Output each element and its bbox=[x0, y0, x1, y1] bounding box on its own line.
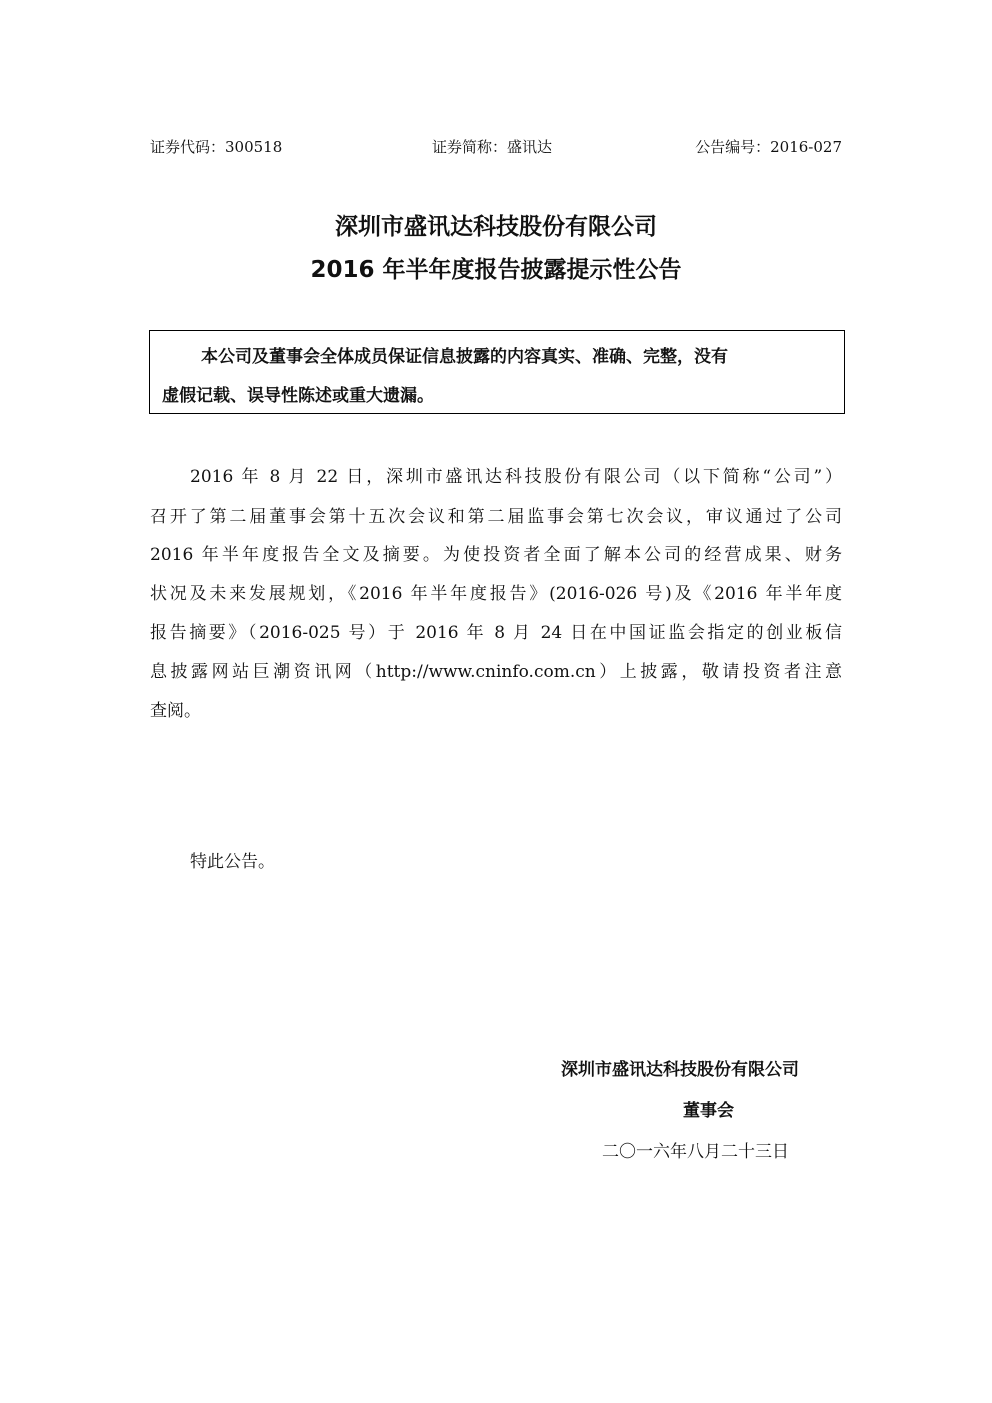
notice-line-2: 虚假记载、误导性陈述或重大遗漏。 bbox=[162, 386, 434, 406]
disclosure-notice-box bbox=[149, 330, 845, 414]
body-paragraph-line: 查阅。 bbox=[150, 701, 201, 721]
document-title-company: 深圳市盛讯达科技股份有限公司 bbox=[335, 214, 657, 240]
closing-remark: 特此公告。 bbox=[190, 852, 275, 872]
body-paragraph-line: 2016 年 8 月 22 日，深圳市盛讯达科技股份有限公司（以下简称“公司”） bbox=[190, 467, 842, 487]
notice-line-1: 本公司及董事会全体成员保证信息披露的内容真实、准确、完整，没有 bbox=[201, 347, 728, 367]
signature-company: 深圳市盛讯达科技股份有限公司 bbox=[561, 1060, 799, 1080]
document-header bbox=[150, 135, 842, 159]
document-title-subject: 2016 年半年度报告披露提示性公告 bbox=[310, 257, 682, 283]
stock-name: 证券简称：盛讯达 bbox=[432, 138, 553, 156]
signature-board: 董事会 bbox=[683, 1101, 734, 1121]
body-paragraph-line: 召开了第二届董事会第十五次会议和第二届监事会第七次会议，审议通过了公司 bbox=[150, 507, 842, 527]
stock-code: 证券代码：300518 bbox=[150, 138, 283, 156]
body-paragraph-line: 2016 年半年度报告全文及摘要。为使投资者全面了解本公司的经营成果、财务 bbox=[150, 545, 842, 565]
announcement-number: 公告编号：2016-027 bbox=[695, 138, 842, 156]
body-paragraph-line: 息披露网站巨潮资讯网（http://www.cninfo.com.cn）上披露，敬请投资者注意 bbox=[150, 662, 842, 682]
body-paragraph-line: 状况及未来发展规划，《2016 年半年度报告》(2016-026 号)及《2016 年半年度 bbox=[150, 584, 842, 604]
body-paragraph-line: 报告摘要》（2016-025 号）于 2016 年 8 月 24 日在中国证监会指定的创业板信 bbox=[150, 623, 842, 643]
signature-date: 二〇一六年八月二十三日 bbox=[602, 1142, 789, 1162]
